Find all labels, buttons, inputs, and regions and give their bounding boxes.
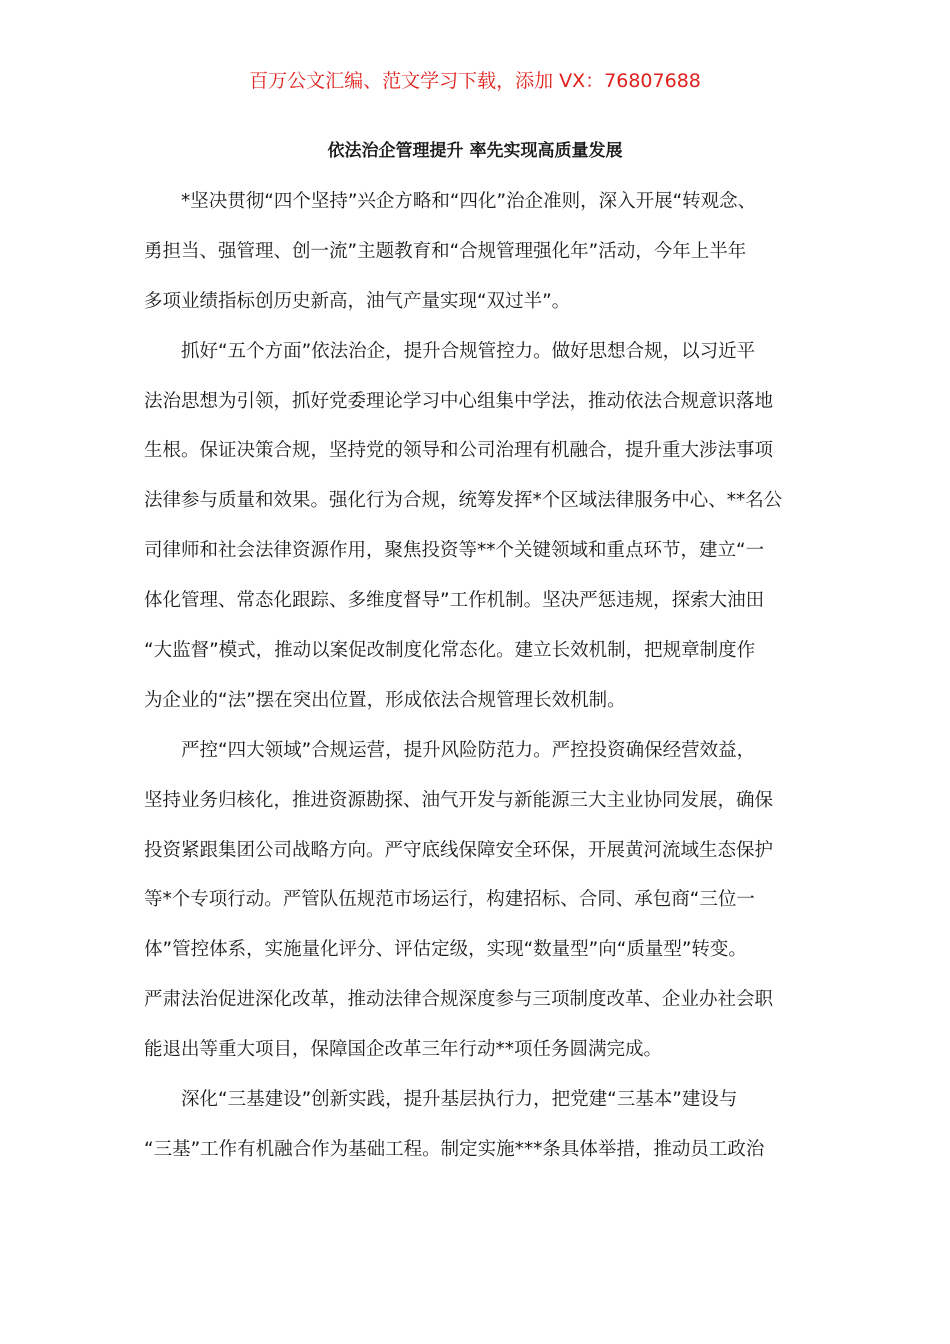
text-line: *坚决贯彻“四个坚持”兴企方略和“四化”治企准则，深入开展“转观念、 [144, 191, 757, 212]
document-title: 依法治企管理提升 率先实现高质量发展 [327, 141, 623, 161]
paragraph-3 [144, 734, 806, 1083]
text-line: 司律师和社会法律资源作用，聚焦投资等**个关键领域和重点环节，建立“一 [144, 540, 765, 562]
text-line: 严肃法治促进深化改革，推动法律合规深度参与三项制度改革、企业办社会职 [144, 989, 774, 1011]
paragraph-4 [144, 1083, 806, 1183]
text-line: 勇担当、强管理、创一流”主题教育和“合规管理强化年”活动，今年上半年 [144, 240, 747, 262]
text-line: 体化管理、常态化跟踪、多维度督导”工作机制。坚决严惩违规，探索大油田 [144, 590, 765, 612]
text-line: “大监督”模式，推动以案促改制度化常态化。建立长效机制，把规章制度作 [144, 640, 756, 662]
document-body [144, 185, 806, 1183]
text-line: 能退出等重大项目，保障国企改革三年行动**项任务圆满完成。 [144, 1039, 663, 1061]
text-line: 等*个专项行动。严管队伍规范市场运行，构建招标、合同、承包商“三位一 [144, 889, 755, 911]
text-line: 体”管控体系，实施量化评分、评估定级，实现“数量型”向“质量型”转变。 [144, 939, 747, 961]
text-line: 投资紧跟集团公司战略方向。严守底线保障安全环保，开展黄河流域生态保护 [144, 839, 774, 861]
text-line: 法律参与质量和效果。强化行为合规，统筹发挥*个区域法律服务中心、**名公 [144, 490, 783, 512]
text-line: 生根。保证决策合规，坚持党的领导和公司治理有机融合，提升重大涉法事项 [144, 440, 774, 462]
text-line: 抓好“五个方面”依法治企，提升合规管控力。做好思想合规，以习近平 [144, 340, 756, 362]
text-line: “三基”工作有机融合作为基础工程。制定实施***条具体举措，推动员工政治 [144, 1138, 765, 1160]
paragraph-2 [144, 335, 806, 734]
text-line: 法治思想为引领，抓好党委理论学习中心组集中学法，推动依法合规意识落地 [144, 390, 774, 412]
text-line: 严控“四大领域”合规运营，提升风险防范力。严控投资确保经营效益， [144, 739, 756, 761]
text-line: 坚持业务归核化，推进资源勘探、油气开发与新能源三大主业协同发展，确保 [144, 789, 774, 811]
text-line: 多项业绩指标创历史新高，油气产量实现“双过半”。 [144, 290, 571, 312]
paragraph-1 [144, 185, 806, 335]
download-banner: 百万公文汇编、范文学习下载，添加 VX：76807688 [249, 70, 701, 92]
text-line: 为企业的“法”摆在突出位置，形成依法合规管理长效机制。 [144, 689, 626, 711]
text-line: 深化“三基建设”创新实践，提升基层执行力，把党建“三基本”建设与 [144, 1089, 738, 1111]
